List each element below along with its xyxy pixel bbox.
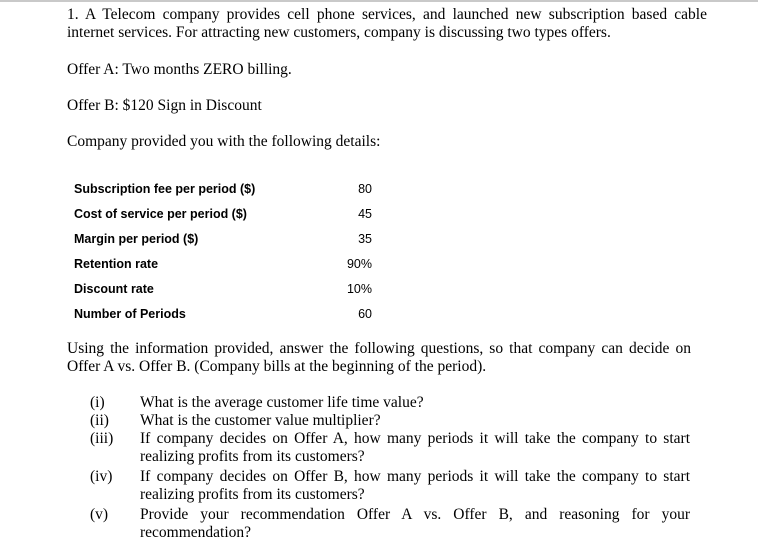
details-lead: Company provided you with the following details:	[67, 133, 381, 150]
detail-value: 90%	[346, 256, 372, 271]
detail-value: 10%	[346, 281, 372, 296]
question-text: If company decides on Offer B, how many periods it will take the company to start realizing profits from its customers?	[140, 468, 690, 503]
offer-a: Offer A: Two months ZERO billing.	[67, 61, 292, 78]
detail-value: 45	[358, 206, 372, 221]
question-number: (iv)	[90, 468, 113, 485]
table-row	[74, 251, 372, 276]
problem-intro: 1. A Telecom company provides cell phone services, and launched new subscription based cable internet services. For attracting new customers, company is discussing two types offers.	[67, 6, 707, 41]
detail-label: Margin per period ($)	[74, 231, 199, 246]
detail-label: Number of Periods	[74, 306, 186, 321]
page-top-border	[0, 0, 758, 2]
table-row	[74, 176, 372, 201]
question-number: (ii)	[90, 412, 109, 429]
detail-label: Discount rate	[74, 281, 154, 296]
table-row	[74, 301, 372, 326]
detail-value: 35	[358, 231, 372, 246]
question-number: (v)	[90, 506, 109, 523]
detail-label: Subscription fee per period ($)	[74, 181, 256, 196]
detail-value: 80	[358, 181, 372, 196]
question-lead: Using the information provided, answer the following questions, so that company can decide on Offer A vs. Offer B. (Company bills at the beginning of the period).	[67, 340, 691, 375]
question-text: What is the customer value multiplier?	[140, 412, 381, 429]
table-row	[74, 226, 372, 251]
offer-b: Offer B: $120 Sign in Discount	[67, 97, 262, 114]
question-number: (iii)	[90, 430, 114, 447]
details-table	[74, 176, 372, 326]
detail-label: Retention rate	[74, 256, 159, 271]
detail-label: Cost of service per period ($)	[74, 206, 247, 221]
detail-value: 60	[358, 306, 372, 321]
question-text: If company decides on Offer A, how many periods it will take the company to start realizing profits from its customers?	[140, 430, 690, 465]
table-row	[74, 201, 372, 226]
table-row	[74, 276, 372, 301]
question-text: What is the average customer life time value?	[140, 394, 424, 411]
question-number: (i)	[90, 394, 105, 411]
question-text: Provide your recommendation Offer A vs. Offer B, and reasoning for your recommendation?	[140, 506, 690, 541]
